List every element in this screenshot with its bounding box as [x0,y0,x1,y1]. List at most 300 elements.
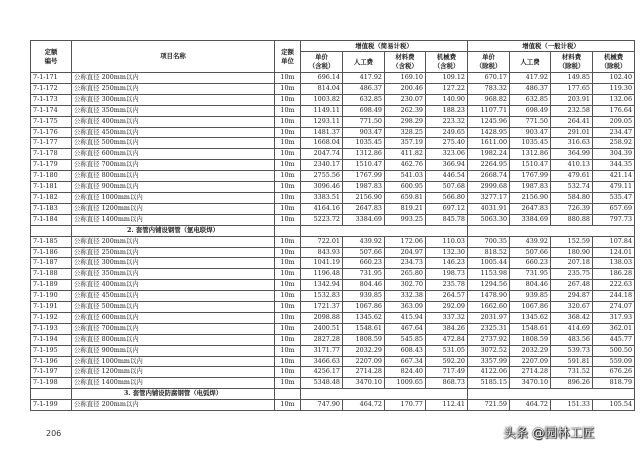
quota-unit: 10m [275,334,301,345]
material-excl-value: 479.61 [551,171,593,182]
unit-price-incl-value: 5348.48 [301,378,343,389]
machine-excl-value: 535.47 [593,192,635,203]
labor-general-value: 2032.29 [510,345,551,356]
material-incl-value: 328.25 [385,127,426,138]
labor-simple-value: 2647.83 [343,203,385,214]
labor-general-value: 903.47 [510,127,551,138]
machine-incl-value: 264.57 [426,291,468,302]
machine-excl-value: 479.11 [593,182,635,193]
material-excl-value: 726.39 [551,203,593,214]
machine-excl-value: 119.30 [593,83,635,94]
material-incl-value: 659.81 [385,192,426,203]
material-incl-value: 467.64 [385,323,426,334]
unit-price-incl-value: 1293.11 [301,116,343,127]
unit-price-incl-value: 814.04 [301,83,343,94]
material-excl-value: 368.42 [551,312,593,323]
unit-price-excl-value: 1982.24 [468,149,510,160]
item-name: 公称直径 700mm以内 [72,160,275,171]
item-name: 公称直径 1000mm以内 [72,356,275,367]
labor-general-value: 660.23 [510,258,551,269]
unit-price-incl-value: 722.01 [301,236,343,247]
material-incl-value: 262.39 [385,105,426,116]
machine-excl-value: 132.06 [593,94,635,105]
unit-price-incl-value: 1342.94 [301,280,343,291]
material-incl-value: 204.97 [385,247,426,258]
section-code-cell [31,389,72,400]
machine-incl-value: 384.26 [426,323,468,334]
item-name: 公称直径 250mm以内 [72,247,275,258]
quota-unit: 10m [275,280,301,291]
labor-general-value: 698.49 [510,105,551,116]
quota-code: 7-1-183 [31,203,72,214]
quota-unit: 10m [275,83,301,94]
material-incl-value: 357.19 [385,138,426,149]
item-name: 公称直径 200mm以内 [72,73,275,84]
quota-code: 7-1-179 [31,160,72,171]
quota-code: 7-1-191 [31,302,72,313]
item-name: 公称直径 350mm以内 [72,105,275,116]
machine-excl-value: 818.79 [593,378,635,389]
material-incl-value: 265.80 [385,269,426,280]
table-row [31,83,635,94]
quota-code: 7-1-176 [31,127,72,138]
unit-price-excl-value: 2264.95 [468,160,510,171]
material-excl-value: 591.81 [551,356,593,367]
material-incl-value: 169.10 [385,73,426,84]
material-excl-value: 232.58 [551,105,593,116]
unit-price-excl-value: 5185.15 [468,378,510,389]
section-empty-simple [301,225,468,236]
section-row [31,225,635,236]
material-incl-value: 363.09 [385,302,426,313]
table-row [31,345,635,356]
unit-price-excl-value: 1107.71 [468,105,510,116]
machine-incl-value: 531.05 [426,345,468,356]
material-incl-value: 230.07 [385,94,426,105]
labor-general-value: 804.46 [510,280,551,291]
labor-simple-value: 486.37 [343,83,385,94]
quota-code: 7-1-178 [31,149,72,160]
machine-incl-value: 112.41 [426,400,468,411]
labor-general-value: 1345.62 [510,312,551,323]
material-excl-value: 151.33 [551,400,593,411]
machine-excl-value: 222.63 [593,280,635,291]
labor-general-value: 2207.09 [510,356,551,367]
table-row [31,269,635,280]
unit-price-excl-value: 2737.92 [468,334,510,345]
quota-code: 7-1-196 [31,356,72,367]
machine-excl-value: 176.64 [593,105,635,116]
labor-general-value: 771.50 [510,116,551,127]
table-row [31,116,635,127]
quota-unit: 10m [275,182,301,193]
quota-unit: 10m [275,291,301,302]
machine-incl-value: 845.78 [426,214,468,225]
quota-unit: 10m [275,127,301,138]
table-row [31,138,635,149]
labor-general-value: 3384.69 [510,214,551,225]
item-name: 公称直径 400mm以内 [72,116,275,127]
labor-simple-value: 660.23 [343,258,385,269]
header-unit-price-incl: 单价 （含税） [301,52,343,73]
unit-price-excl-value: 4031.91 [468,203,510,214]
unit-price-excl-value: 783.32 [468,83,510,94]
labor-simple-value: 507.66 [343,247,385,258]
machine-incl-value: 472.84 [426,334,468,345]
header-unit-price-excl: 单价 （除税） [468,52,510,73]
labor-simple-value: 1345.62 [343,312,385,323]
table-row [31,356,635,367]
table-row [31,182,635,193]
section-title: 2. 套管内铺设钢管（氩电联焊） [72,225,275,236]
material-excl-value: 896.26 [551,378,593,389]
quota-code: 7-1-177 [31,138,72,149]
unit-price-excl-value: 4122.06 [468,367,510,378]
material-excl-value: 532.74 [551,182,593,193]
item-name: 公称直径 700mm以内 [72,323,275,334]
quota-unit: 10m [275,400,301,411]
material-incl-value: 332.38 [385,291,426,302]
header-machine-incl: 机械费 （含税） [426,52,468,73]
unit-price-incl-value: 1003.82 [301,94,343,105]
item-name: 公称直径 450mm以内 [72,127,275,138]
quota-code: 7-1-192 [31,312,72,323]
labor-general-value: 439.92 [510,236,551,247]
table-body [31,73,635,411]
quota-unit: 10m [275,138,301,149]
material-incl-value: 667.34 [385,356,426,367]
labor-general-value: 1767.99 [510,171,551,182]
machine-excl-value: 107.84 [593,236,635,247]
machine-excl-value: 500.50 [593,345,635,356]
labor-general-value: 2714.28 [510,367,551,378]
quota-code: 7-1-186 [31,247,72,258]
machine-excl-value: 797.73 [593,214,635,225]
quota-code: 7-1-189 [31,280,72,291]
labor-general-value: 2647.83 [510,203,551,214]
unit-price-incl-value: 2755.56 [301,171,343,182]
item-name: 公称直径 1200mm以内 [72,367,275,378]
machine-excl-value: 102.40 [593,73,635,84]
material-incl-value: 1009.65 [385,378,426,389]
unit-price-excl-value: 1245.96 [468,116,510,127]
item-name: 公称直径 900mm以内 [72,182,275,193]
table-row [31,73,635,84]
unit-price-excl-value: 1005.44 [468,258,510,269]
machine-incl-value: 592.20 [426,356,468,367]
table-row [31,160,635,171]
machine-incl-value: 198.73 [426,269,468,280]
unit-price-incl-value: 2098.88 [301,312,343,323]
material-excl-value: 414.69 [551,323,593,334]
labor-simple-value: 3384.69 [343,214,385,225]
material-incl-value: 298.29 [385,116,426,127]
labor-general-value: 939.85 [510,291,551,302]
quota-unit: 10m [275,171,301,182]
quota-unit: 10m [275,94,301,105]
machine-incl-value: 697.12 [426,203,468,214]
quota-unit: 10m [275,367,301,378]
material-excl-value: 584.80 [551,192,593,203]
unit-price-incl-value: 2047.74 [301,149,343,160]
unit-price-incl-value: 3383.51 [301,192,343,203]
material-incl-value: 234.73 [385,258,426,269]
labor-simple-value: 2156.90 [343,192,385,203]
table-row [31,192,635,203]
section-empty-simple [301,389,468,400]
material-excl-value: 316.63 [551,138,593,149]
machine-incl-value: 868.73 [426,378,468,389]
unit-price-incl-value: 2827.28 [301,334,343,345]
material-excl-value: 152.59 [551,236,593,247]
unit-price-excl-value: 1294.56 [468,280,510,291]
machine-incl-value: 337.32 [426,312,468,323]
item-name: 公称直径 600mm以内 [72,312,275,323]
table-row [31,203,635,214]
material-incl-value: 200.46 [385,83,426,94]
unit-price-excl-value: 1478.90 [468,291,510,302]
table-row [31,214,635,225]
item-name: 公称直径 200mm以内 [72,236,275,247]
material-excl-value: 267.48 [551,280,593,291]
labor-general-value: 1312.86 [510,149,551,160]
labor-general-value: 1510.47 [510,160,551,171]
section-unit-cell [275,225,301,236]
header-name: 项目名称 [72,41,275,73]
item-name: 公称直径 1400mm以内 [72,214,275,225]
machine-excl-value: 258.92 [593,138,635,149]
unit-price-incl-value: 1668.04 [301,138,343,149]
quota-unit: 10m [275,247,301,258]
unit-price-incl-value: 1721.37 [301,302,343,313]
quota-code: 7-1-172 [31,83,72,94]
material-incl-value: 302.70 [385,280,426,291]
labor-general-value: 1548.61 [510,323,551,334]
labor-simple-value: 417.92 [343,73,385,84]
labor-simple-value: 698.49 [343,105,385,116]
quota-code: 7-1-171 [31,73,72,84]
material-excl-value: 149.85 [551,73,593,84]
labor-simple-value: 804.46 [343,280,385,291]
price-table [30,40,635,411]
quota-unit: 10m [275,203,301,214]
material-excl-value: 207.18 [551,258,593,269]
quota-code: 7-1-194 [31,334,72,345]
machine-excl-value: 244.18 [593,291,635,302]
labor-simple-value: 464.72 [343,400,385,411]
labor-simple-value: 939.85 [343,291,385,302]
labor-simple-value: 3470.10 [343,378,385,389]
unit-price-excl-value: 3357.99 [468,356,510,367]
labor-simple-value: 1767.99 [343,171,385,182]
item-name: 公称直径 600mm以内 [72,149,275,160]
machine-incl-value: 140.90 [426,94,468,105]
machine-excl-value: 676.26 [593,367,635,378]
material-excl-value: 235.75 [551,269,593,280]
machine-excl-value: 304.39 [593,149,635,160]
material-incl-value: 462.76 [385,160,426,171]
quota-unit: 10m [275,378,301,389]
header-vat-simple: 增值税（简易计税） [301,41,468,52]
labor-general-value: 2156.90 [510,192,551,203]
item-name: 公称直径 1000mm以内 [72,192,275,203]
material-incl-value: 415.94 [385,312,426,323]
machine-excl-value: 186.28 [593,269,635,280]
labor-simple-value: 439.92 [343,236,385,247]
section-row [31,389,635,400]
labor-general-value: 507.66 [510,247,551,258]
table-row [31,94,635,105]
machine-incl-value: 132.30 [426,247,468,258]
table-row [31,236,635,247]
quota-code: 7-1-199 [31,400,72,411]
labor-general-value: 3470.10 [510,378,551,389]
labor-general-value: 1067.86 [510,302,551,313]
quota-code: 7-1-181 [31,182,72,193]
unit-price-excl-value: 3277.17 [468,192,510,203]
material-incl-value: 819.21 [385,203,426,214]
unit-price-excl-value: 670.17 [468,73,510,84]
material-incl-value: 411.82 [385,149,426,160]
unit-price-incl-value: 3096.46 [301,182,343,193]
item-name: 公称直径 500mm以内 [72,302,275,313]
item-name: 公称直径 1400mm以内 [72,378,275,389]
material-excl-value: 291.01 [551,127,593,138]
machine-excl-value: 317.93 [593,312,635,323]
material-incl-value: 993.25 [385,214,426,225]
material-excl-value: 731.52 [551,367,593,378]
item-name: 公称直径 350mm以内 [72,269,275,280]
unit-price-excl-value: 721.59 [468,400,510,411]
machine-incl-value: 146.23 [426,258,468,269]
material-excl-value: 364.99 [551,149,593,160]
labor-simple-value: 1987.83 [343,182,385,193]
machine-incl-value: 188.23 [426,105,468,116]
machine-incl-value: 223.32 [426,116,468,127]
quota-code: 7-1-188 [31,269,72,280]
unit-price-incl-value: 4164.16 [301,203,343,214]
machine-incl-value: 235.78 [426,280,468,291]
quota-unit: 10m [275,356,301,367]
section-empty-general [468,389,635,400]
table-row [31,334,635,345]
quota-unit: 10m [275,236,301,247]
machine-excl-value: 209.05 [593,116,635,127]
table-row [31,247,635,258]
machine-incl-value: 109.12 [426,73,468,84]
material-excl-value: 880.88 [551,214,593,225]
unit-price-incl-value: 3466.63 [301,356,343,367]
labor-general-value: 1035.45 [510,138,551,149]
material-excl-value: 203.91 [551,94,593,105]
machine-incl-value: 127.22 [426,83,468,94]
material-incl-value: 541.03 [385,171,426,182]
table-row [31,258,635,269]
item-name: 公称直径 450mm以内 [72,291,275,302]
labor-simple-value: 1510.47 [343,160,385,171]
labor-general-value: 1808.59 [510,334,551,345]
machine-incl-value: 275.40 [426,138,468,149]
machine-excl-value: 234.47 [593,127,635,138]
section-empty-general [468,225,635,236]
labor-general-value: 1987.83 [510,182,551,193]
item-name: 公称直径 500mm以内 [72,138,275,149]
unit-price-excl-value: 700.35 [468,236,510,247]
material-incl-value: 170.77 [385,400,426,411]
labor-simple-value: 903.47 [343,127,385,138]
quota-code: 7-1-190 [31,291,72,302]
quota-code: 7-1-193 [31,323,72,334]
quota-code: 7-1-180 [31,171,72,182]
machine-incl-value: 366.94 [426,160,468,171]
unit-price-incl-value: 2340.17 [301,160,343,171]
unit-price-incl-value: 1196.48 [301,269,343,280]
material-incl-value: 608.43 [385,345,426,356]
machine-excl-value: 559.09 [593,356,635,367]
unit-price-excl-value: 3072.52 [468,345,510,356]
labor-general-value: 486.37 [510,83,551,94]
item-name: 公称直径 900mm以内 [72,345,275,356]
machine-incl-value: 292.09 [426,302,468,313]
quota-unit: 10m [275,116,301,127]
machine-incl-value: 717.49 [426,367,468,378]
labor-general-value: 632.85 [510,94,551,105]
table-row [31,302,635,313]
material-excl-value: 320.67 [551,302,593,313]
unit-price-incl-value: 696.14 [301,73,343,84]
machine-incl-value: 110.03 [426,236,468,247]
unit-price-incl-value: 843.93 [301,247,343,258]
quota-code: 7-1-198 [31,378,72,389]
unit-price-excl-value: 1611.00 [468,138,510,149]
table-row [31,367,635,378]
material-excl-value: 539.73 [551,345,593,356]
machine-incl-value: 323.06 [426,149,468,160]
quota-code: 7-1-182 [31,192,72,203]
quota-unit: 10m [275,258,301,269]
item-name: 公称直径 300mm以内 [72,94,275,105]
unit-price-incl-value: 3171.77 [301,345,343,356]
quota-unit: 10m [275,73,301,84]
material-incl-value: 824.40 [385,367,426,378]
machine-excl-value: 105.54 [593,400,635,411]
labor-simple-value: 1548.61 [343,323,385,334]
header-labor-general: 人工费 [510,52,551,73]
machine-incl-value: 566.80 [426,192,468,203]
table-row [31,312,635,323]
header-machine-excl: 机械费 （除税） [593,52,635,73]
unit-price-incl-value: 1041.19 [301,258,343,269]
quota-code: 7-1-195 [31,345,72,356]
unit-price-excl-value: 2668.74 [468,171,510,182]
unit-price-incl-value: 747.90 [301,400,343,411]
labor-simple-value: 1312.86 [343,149,385,160]
machine-incl-value: 446.54 [426,171,468,182]
machine-excl-value: 344.35 [593,160,635,171]
table-row [31,171,635,182]
item-name: 公称直径 800mm以内 [72,171,275,182]
labor-simple-value: 1067.86 [343,302,385,313]
unit-price-incl-value: 1149.11 [301,105,343,116]
unit-price-incl-value: 4256.17 [301,367,343,378]
item-name: 公称直径 400mm以内 [72,280,275,291]
item-name: 公称直径 300mm以内 [72,258,275,269]
unit-price-excl-value: 968.82 [468,94,510,105]
unit-price-excl-value: 2325.31 [468,323,510,334]
quota-unit: 10m [275,149,301,160]
quota-unit: 10m [275,192,301,203]
table-row [31,323,635,334]
